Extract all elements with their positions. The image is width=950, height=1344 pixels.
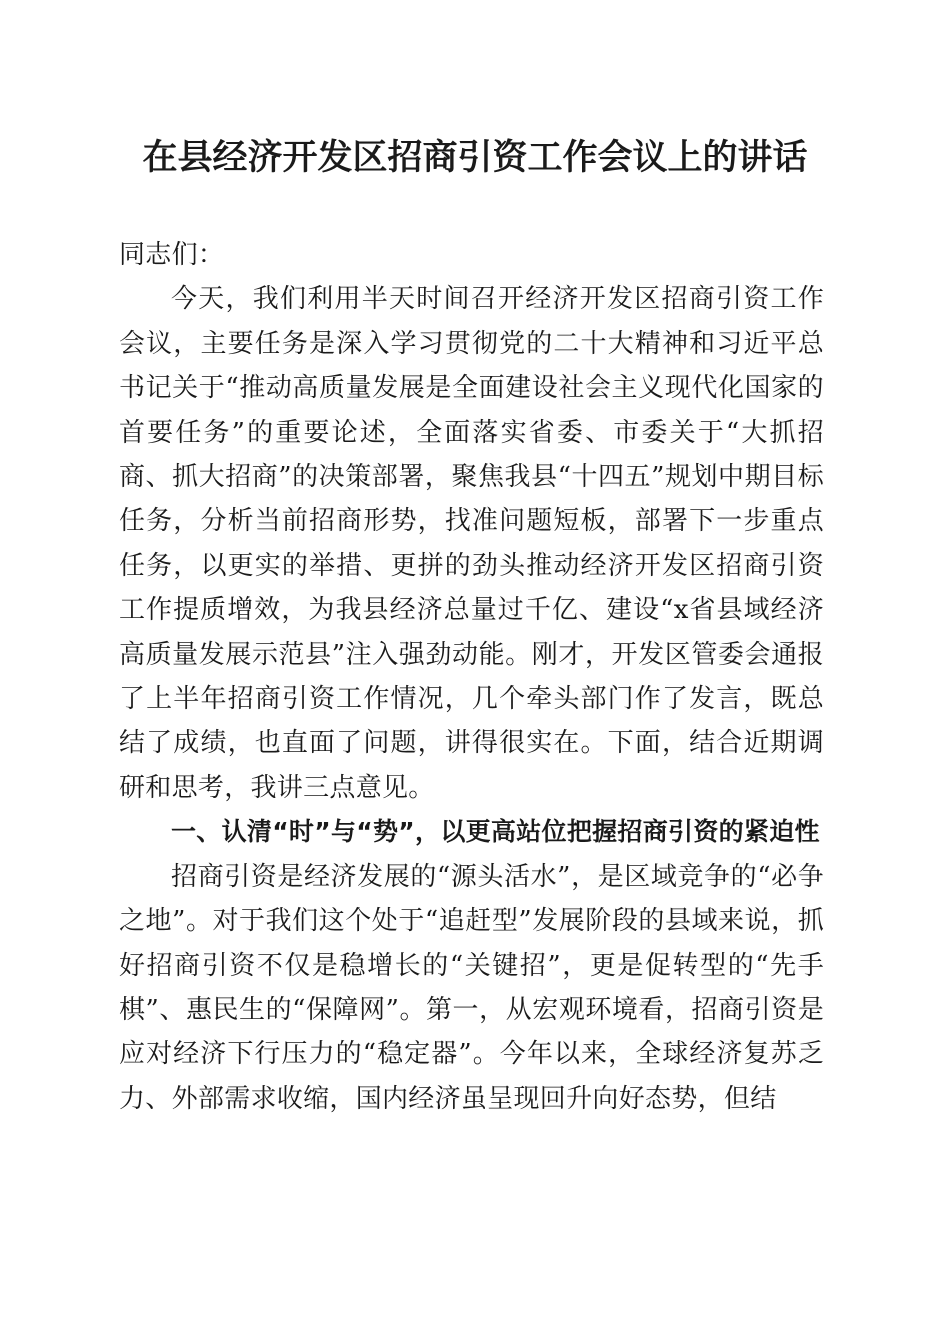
salutation: 同志们： xyxy=(119,240,225,270)
document-title: 在县经济开发区招商引资工作会议上的讲话 xyxy=(142,137,808,178)
document-body xyxy=(119,233,824,1121)
opening-paragraph: 今天，我们利用半天时间召开经济开发区招商引资工作会议，主要任务是深入学习贯彻党的二十大精神和习近平总书记关于“推动高质量发展是全面建设社会主义现代化国家的首要任务”的重要论述，全面落实省委、市委关于“大抓招商、抓大招商”的决策部署，聚焦我县“十四五”规划中期目标任务，分析当前招商形势，找准问题短板，部署下一步重点任务，以更实的举措、更拼的劲头推动经济开发区招商引资工作提质增效，为我县经济总量过千亿、建设“x省县域经济高质量发展示范县”注入强劲动能。刚才，开发区管委会通报了上半年招商引资工作情况，几个牵头部门作了发言，既总结了成绩，也直面了问题，讲得很实在。下面，结合近期调研和思考，我讲三点意见。 xyxy=(119,284,824,803)
section-paragraph: 招商引资是经济发展的“源头活水”，是区域竞争的“必争之地”。对于我们这个处于“追赶型”发展阶段的县域来说，抓好招商引资不仅是稳增长的“关键招”，更是促转型的“先手棋”、惠民生的“保障网”。第一，从宏观环境看，招商引资是应对经济下行压力的“稳定器”。今年以来，全球经济复苏乏力、外部需求收缩，国内经济虽呈现回升向好态势，但结 xyxy=(119,861,824,1114)
section-heading: 一、认清“时”与“势”，以更高站位把握招商引资的紧迫性 xyxy=(171,817,820,847)
